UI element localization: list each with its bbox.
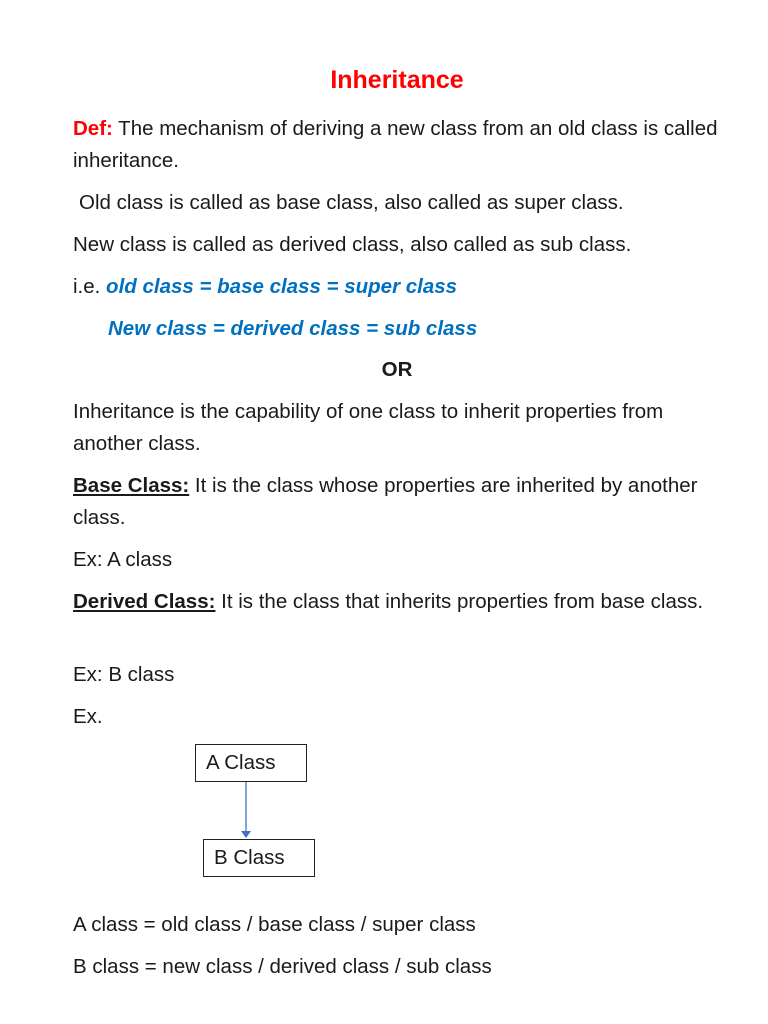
diagram-box-a: A Class — [195, 744, 307, 782]
derived-class-paragraph — [73, 586, 723, 618]
old-class-line: Old class is called as base class, also called as super class. — [79, 191, 624, 214]
equation-1: old class = base class = super class — [106, 275, 458, 298]
summary-line-a: A class = old class / base class / super class — [73, 913, 476, 936]
definition-paragraph — [73, 113, 723, 177]
derived-class-example: Ex: B class — [73, 663, 175, 686]
definition-text: The mechanism of deriving a new class from an old class is called inheritance. — [73, 117, 718, 172]
definition-label: Def: — [73, 117, 113, 140]
derived-class-term: Derived Class: — [73, 590, 216, 613]
base-class-paragraph — [73, 470, 723, 534]
inheritance-arrow-icon — [236, 780, 256, 842]
base-class-term: Base Class: — [73, 474, 190, 497]
ie-prefix: i.e. — [73, 275, 107, 298]
ex-label: Ex. — [73, 705, 103, 728]
derived-class-text: It is the class that inherits properties from base class. — [215, 590, 704, 613]
equation-line-2 — [108, 313, 758, 345]
base-class-example: Ex: A class — [73, 548, 173, 571]
arrow-head — [241, 831, 251, 838]
page-title: Inheritance — [330, 66, 464, 94]
summary-line-b: B class = new class / derived class / sub class — [73, 955, 492, 978]
or-separator: OR — [381, 358, 413, 381]
equation-2: New class = derived class = sub class — [108, 317, 478, 340]
new-class-line: New class is called as derived class, also called as sub class. — [73, 233, 632, 256]
capability-paragraph: Inheritance is the capability of one class to inherit properties from another class. — [73, 400, 664, 455]
equation-line-1 — [73, 271, 723, 303]
base-class-text: It is the class whose properties are inherited by another class. — [73, 474, 698, 529]
diagram-box-b: B Class — [203, 839, 315, 877]
